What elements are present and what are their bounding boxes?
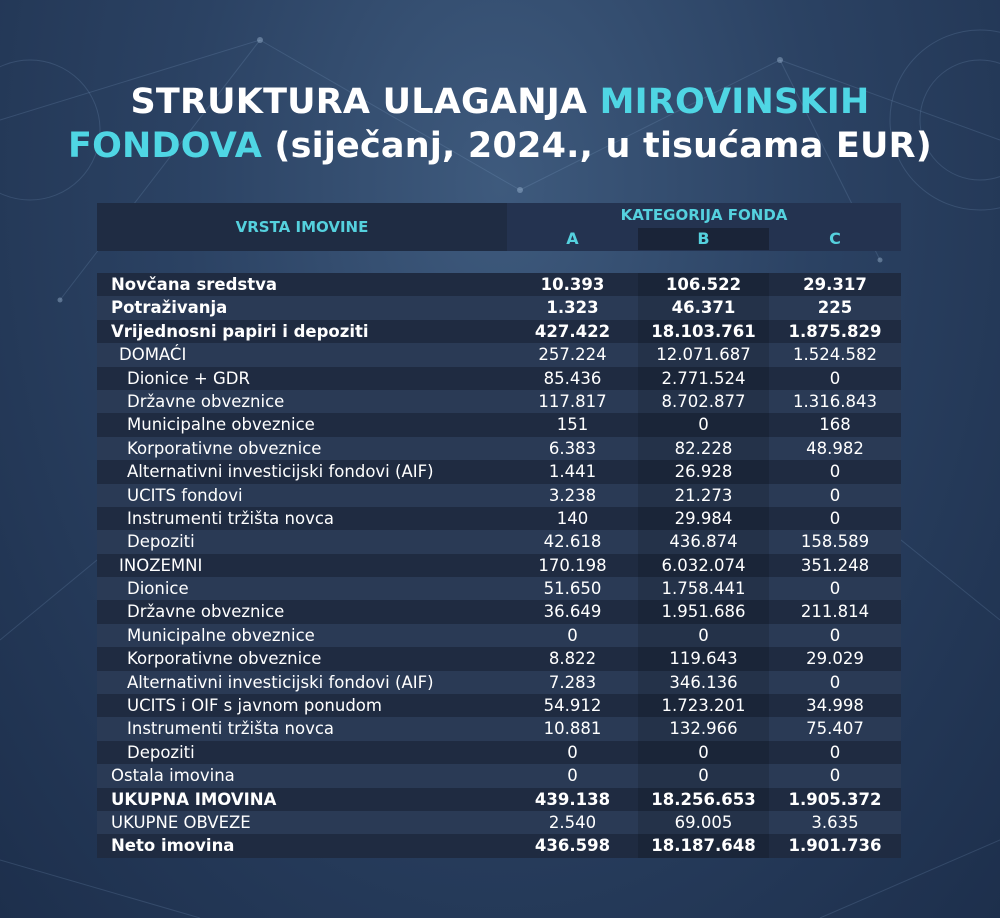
table-row [97, 764, 901, 787]
value-cell-a: 36.649 [507, 600, 638, 623]
row-label: INOZEMNI [97, 554, 507, 577]
table-row [97, 577, 901, 600]
row-label: Depoziti [97, 530, 507, 553]
title-accent-2: FONDOVA [67, 126, 263, 166]
table-row [97, 694, 901, 717]
header-column-c: C [829, 229, 841, 248]
value-cell-b: 12.071.687 [638, 343, 769, 366]
value-cell-c: 211.814 [769, 600, 901, 623]
value-cell-a: 3.238 [507, 484, 638, 507]
table-row [97, 367, 901, 390]
row-label: Instrumenti tržišta novca [97, 507, 507, 530]
table-row [97, 530, 901, 553]
row-label: Dionice [97, 577, 507, 600]
table-row [97, 484, 901, 507]
row-label: UCITS i OIF s javnom ponudom [97, 694, 507, 717]
value-cell-a: 0 [507, 741, 638, 764]
value-cell-c: 1.901.736 [769, 834, 901, 857]
table-row [97, 834, 901, 857]
value-cell-a: 1.323 [507, 296, 638, 319]
value-cell-a: 2.540 [507, 811, 638, 834]
value-cell-a: 54.912 [507, 694, 638, 717]
value-cell-c: 3.635 [769, 811, 901, 834]
value-cell-a: 42.618 [507, 530, 638, 553]
header-column-b: B [638, 228, 769, 250]
value-cell-a: 117.817 [507, 390, 638, 413]
table-row [97, 343, 901, 366]
value-cell-c: 0 [769, 367, 901, 390]
table-row [97, 671, 901, 694]
value-cell-c: 158.589 [769, 530, 901, 553]
value-cell-c: 225 [769, 296, 901, 319]
table-body [97, 273, 901, 858]
value-cell-b: 0 [638, 764, 769, 787]
header-column-a: A [566, 229, 579, 248]
value-cell-c: 75.407 [769, 717, 901, 740]
value-cell-c: 29.029 [769, 647, 901, 670]
row-label: UKUPNE OBVEZE [97, 811, 507, 834]
header-asset-type: VRSTA IMOVINE [97, 203, 507, 251]
table-row [97, 647, 901, 670]
value-cell-c: 1.316.843 [769, 390, 901, 413]
value-cell-a: 427.422 [507, 320, 638, 343]
row-label: Instrumenti tržišta novca [97, 717, 507, 740]
value-cell-c: 168 [769, 413, 901, 436]
table-row [97, 554, 901, 577]
value-cell-a: 10.881 [507, 717, 638, 740]
row-label: Državne obveznice [97, 600, 507, 623]
value-cell-b: 69.005 [638, 811, 769, 834]
value-cell-a: 10.393 [507, 273, 638, 296]
table-row [97, 717, 901, 740]
row-label: Alternativni investicijski fondovi (AIF) [97, 460, 507, 483]
table-row [97, 296, 901, 319]
value-cell-b: 106.522 [638, 273, 769, 296]
value-cell-c: 1.524.582 [769, 343, 901, 366]
header-category-label: KATEGORIJA FONDA [620, 206, 788, 224]
row-label: Depoziti [97, 741, 507, 764]
value-cell-c: 351.248 [769, 554, 901, 577]
row-label: Novčana sredstva [97, 273, 507, 296]
value-cell-a: 0 [507, 624, 638, 647]
value-cell-a: 6.383 [507, 437, 638, 460]
title-part-4: (siječanj, 2024., u tisućama EUR) [262, 126, 933, 166]
value-cell-a: 257.224 [507, 343, 638, 366]
row-label: UKUPNA IMOVINA [97, 788, 507, 811]
table-row [97, 600, 901, 623]
value-cell-b: 0 [638, 741, 769, 764]
value-cell-c: 0 [769, 741, 901, 764]
value-cell-a: 140 [507, 507, 638, 530]
value-cell-b: 346.136 [638, 671, 769, 694]
value-cell-b: 1.951.686 [638, 600, 769, 623]
value-cell-c: 1.905.372 [769, 788, 901, 811]
title-accent-1: MIROVINSKIH [599, 82, 870, 122]
header-spacer [97, 251, 901, 273]
table-header [97, 203, 901, 251]
row-label: Ostala imovina [97, 764, 507, 787]
table-row [97, 273, 901, 296]
table-row [97, 413, 901, 436]
value-cell-c: 0 [769, 507, 901, 530]
value-cell-c: 0 [769, 764, 901, 787]
value-cell-b: 18.256.653 [638, 788, 769, 811]
value-cell-a: 439.138 [507, 788, 638, 811]
table-row [97, 624, 901, 647]
value-cell-c: 0 [769, 460, 901, 483]
fund-structure-table [97, 203, 901, 858]
title-line-1 [0, 80, 1000, 124]
row-label: Alternativni investicijski fondovi (AIF) [97, 671, 507, 694]
table-row [97, 811, 901, 834]
table-row [97, 437, 901, 460]
row-label: Municipalne obveznice [97, 624, 507, 647]
value-cell-a: 85.436 [507, 367, 638, 390]
value-cell-b: 82.228 [638, 437, 769, 460]
value-cell-b: 0 [638, 413, 769, 436]
title-part-1: STRUKTURA ULAGANJA [130, 82, 600, 122]
value-cell-a: 7.283 [507, 671, 638, 694]
table-row [97, 390, 901, 413]
value-cell-c: 29.317 [769, 273, 901, 296]
value-cell-a: 0 [507, 764, 638, 787]
row-label: Korporativne obveznice [97, 437, 507, 460]
row-label: Municipalne obveznice [97, 413, 507, 436]
value-cell-c: 1.875.829 [769, 320, 901, 343]
value-cell-c: 48.982 [769, 437, 901, 460]
page-title [0, 80, 1000, 168]
table-row [97, 320, 901, 343]
value-cell-c: 34.998 [769, 694, 901, 717]
value-cell-a: 436.598 [507, 834, 638, 857]
table-row [97, 741, 901, 764]
value-cell-b: 18.187.648 [638, 834, 769, 857]
value-cell-c: 0 [769, 484, 901, 507]
header-fund-category [507, 203, 901, 251]
table-row [97, 460, 901, 483]
value-cell-c: 0 [769, 624, 901, 647]
row-label: Potraživanja [97, 296, 507, 319]
value-cell-b: 2.771.524 [638, 367, 769, 390]
value-cell-a: 151 [507, 413, 638, 436]
value-cell-a: 1.441 [507, 460, 638, 483]
row-label: UCITS fondovi [97, 484, 507, 507]
row-label: Neto imovina [97, 834, 507, 857]
value-cell-b: 8.702.877 [638, 390, 769, 413]
row-label: DOMAĆI [97, 343, 507, 366]
row-label: Vrijednosni papiri i depoziti [97, 320, 507, 343]
value-cell-b: 6.032.074 [638, 554, 769, 577]
value-cell-b: 0 [638, 624, 769, 647]
value-cell-c: 0 [769, 577, 901, 600]
row-label: Korporativne obveznice [97, 647, 507, 670]
value-cell-a: 170.198 [507, 554, 638, 577]
value-cell-b: 132.966 [638, 717, 769, 740]
value-cell-c: 0 [769, 671, 901, 694]
table-row [97, 788, 901, 811]
row-label: Dionice + GDR [97, 367, 507, 390]
value-cell-b: 436.874 [638, 530, 769, 553]
value-cell-b: 119.643 [638, 647, 769, 670]
row-label: Državne obveznice [97, 390, 507, 413]
value-cell-a: 8.822 [507, 647, 638, 670]
value-cell-b: 1.758.441 [638, 577, 769, 600]
value-cell-b: 26.928 [638, 460, 769, 483]
value-cell-b: 1.723.201 [638, 694, 769, 717]
value-cell-b: 21.273 [638, 484, 769, 507]
value-cell-b: 18.103.761 [638, 320, 769, 343]
value-cell-b: 46.371 [638, 296, 769, 319]
value-cell-a: 51.650 [507, 577, 638, 600]
value-cell-b: 29.984 [638, 507, 769, 530]
title-line-2 [0, 124, 1000, 168]
table-row [97, 507, 901, 530]
